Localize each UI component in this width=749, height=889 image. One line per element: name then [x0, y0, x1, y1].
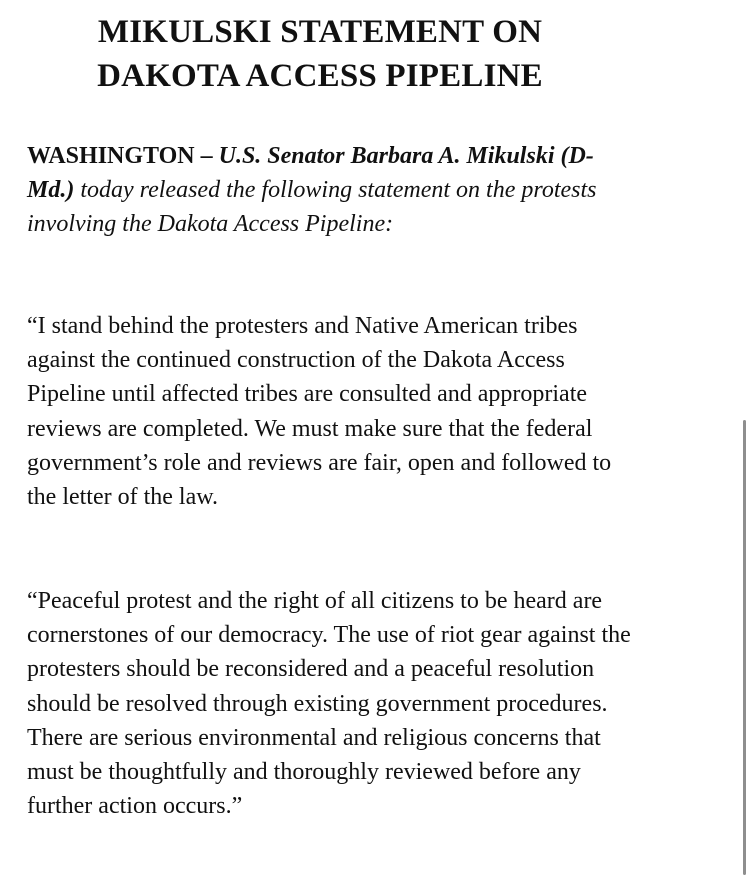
quote-paragraph-1: “I stand behind the protesters and Native American tribes against the continued construction of the Dakota Access Pipeline until affected tribes are consulted and appropriate reviews are completed. We must make sure that the federal government’s role and reviews are fair, open and followed to the letter of the law.	[27, 313, 612, 511]
intro-text: today released the following statement on the protests involving the Dakota Access Pipeline:	[27, 177, 597, 238]
statement-title	[0, 10, 640, 98]
intro-paragraph	[27, 139, 632, 242]
title-line-2: DAKOTA ACCESS PIPELINE	[97, 58, 543, 94]
senator-name: U.S. Senator Barbara A. Mikulski (D-Md.)	[27, 143, 594, 204]
dateline: WASHINGTON –	[27, 143, 213, 169]
quote-paragraph-2: “Peaceful protest and the right of all citizens to be heard are cornerstones of our democracy. The use of riot gear against the protesters should be reconsidered and a peaceful resolution should be resolved through existing government procedures. There are serious environmental and religious concerns that must be thoughtfully and thoroughly reviewed before any further action occurs.”	[27, 588, 631, 820]
title-line-1: MIKULSKI STATEMENT ON	[97, 14, 543, 50]
scrollbar[interactable]	[743, 420, 746, 875]
